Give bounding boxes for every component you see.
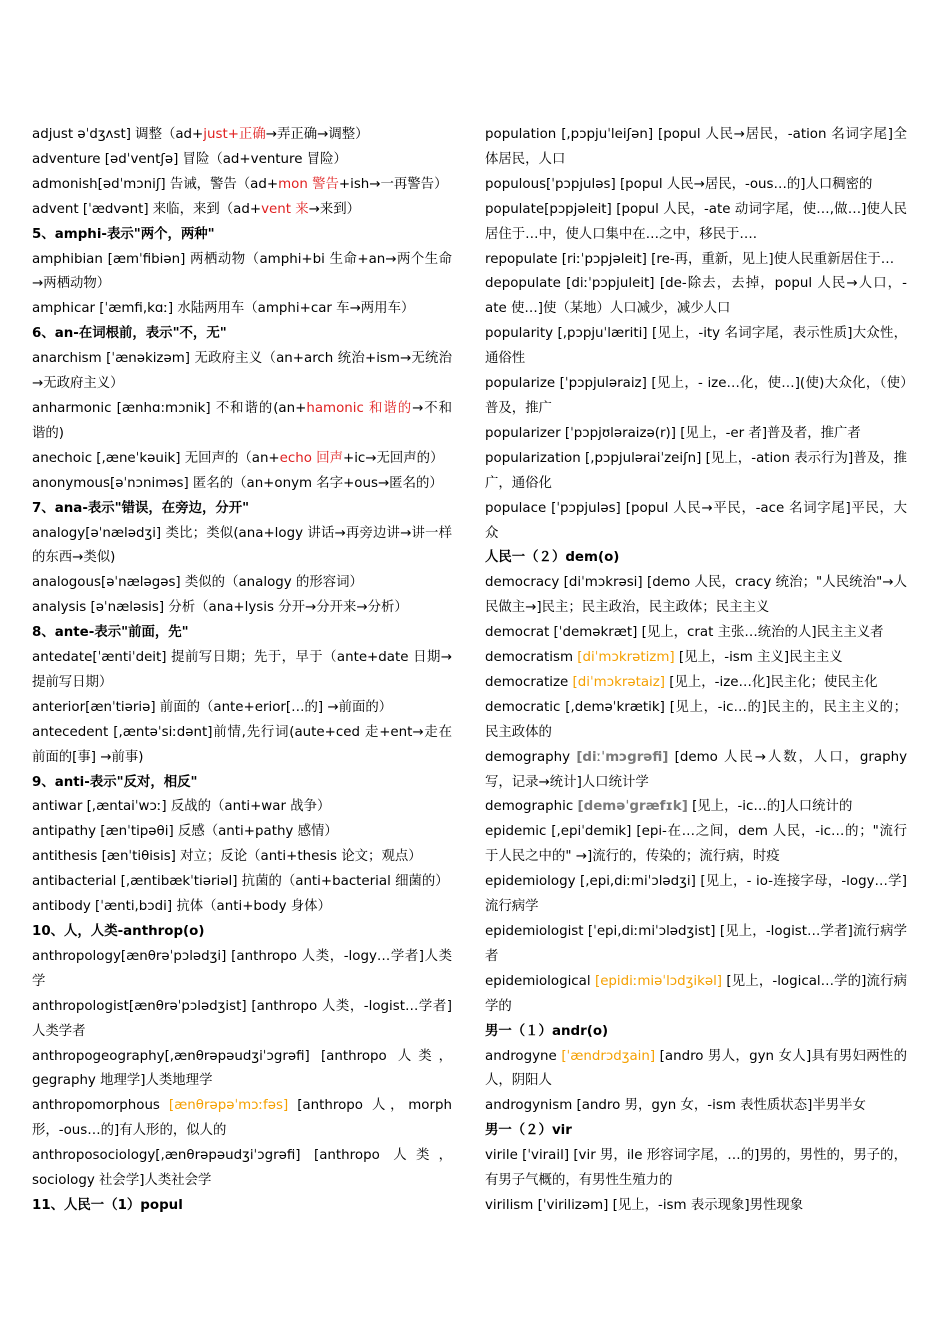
entry-text: amphibian [æmˈfibiən] 两栖动物（amphi+bi 生命+an→两个生命→两栖动物）	[32, 251, 452, 292]
vocab-entry	[485, 1194, 907, 1219]
vocab-entry	[32, 945, 452, 995]
vocab-entry	[32, 173, 452, 198]
vocab-entry	[485, 1045, 907, 1095]
entry-text: demographic	[485, 799, 578, 815]
entry-text: antiwar [,æntaiˈwɔː] 反战的（anti+war 战争）	[32, 799, 331, 815]
highlighted-text: just+正确	[203, 127, 266, 142]
entry-text: democratism	[485, 650, 578, 666]
vocab-entry	[32, 1045, 452, 1095]
entry-text: anterior[ænˈtiəriə] 前面的（ante+erior[…的] →前面的）	[32, 699, 393, 715]
entry-text: anharmonic [ænhɑ:mɔnik] 不和谐的(an+	[32, 400, 307, 416]
vocab-entry	[485, 322, 907, 372]
entry-text: →弄正确→调整）	[265, 127, 369, 142]
entry-text: anthropologist[ænθrəˈpɔlədʒist] [anthropo 人类，-logist…学者]人类学者	[32, 998, 452, 1039]
vocab-entry	[32, 248, 452, 298]
vocab-entry	[485, 272, 907, 322]
vocab-entry	[485, 123, 907, 173]
entry-text: 8、ante-表示"前面，先"	[32, 625, 189, 641]
entry-text: anonymous[əˈnɔniməs] 匿名的（an+onym 名字+ous→匿名的）	[32, 475, 443, 491]
entry-text: populace [ˈpɔpjuləs] [popul 人民→平民，-ace 名词字尾]平民，大众	[485, 500, 907, 541]
entry-text: 7、ana-表示"错误，在旁边，分开"	[32, 500, 250, 516]
entry-text: populate[pɔpjəleit] [popul 人民，-ate 动词字尾，使…,做…]使人民居住于…中，使人口集中在…之中，移民于….	[485, 201, 907, 242]
vocab-entry	[485, 820, 907, 870]
vocab-entry	[485, 1144, 907, 1194]
entry-text: anthropogeography[,ænθrəpəudʒiˈɔgrəfi] [anthropo 人类，gegraphy 地理学]人类地理学	[32, 1048, 452, 1089]
entry-text: popularization [,pɔpjuləraiˈzeiʃn] [见上，-ation 表示行为]普及，推广，通俗化	[485, 450, 907, 491]
entry-text: epidemiological	[485, 973, 595, 989]
highlighted-text: echo 回声	[279, 450, 343, 466]
vocab-entry	[32, 895, 452, 920]
entry-text: populous[ˈpɔpjuləs] [popul 人民→居民，-ous…的]人口稠密的	[485, 176, 873, 192]
vocab-entry	[32, 198, 452, 223]
entry-text: →来到）	[308, 201, 361, 217]
entry-text: demography	[485, 749, 577, 765]
vocab-entry	[32, 297, 452, 322]
entry-text: repopulate [riːˈpɔpjəleit] [re-再，重新，见上]使人民重新居住于…	[485, 251, 895, 267]
vocab-entry	[485, 422, 907, 447]
highlighted-text: [deməˈgræfɪk]	[577, 799, 688, 815]
section-heading	[32, 223, 452, 248]
highlighted-text: vent 来	[261, 201, 309, 217]
highlighted-text: mon 警告	[278, 176, 339, 192]
entry-text: anthroposociology[,ænθrəpəudʒiˈɔgrəfi] [anthropo 人类，sociology 社会学]人类社会学	[32, 1148, 452, 1189]
entry-text: antithesis [ænˈtiθisis] 对立；反论（anti+thesis 论文；观点）	[32, 849, 422, 865]
vocab-entry	[485, 746, 907, 796]
right-column	[485, 123, 907, 1219]
section-heading	[32, 920, 452, 945]
entry-text: popularizer [ˈpɔpjʊləraizə(r)] [见上，-er 者]普及者，推广者	[485, 425, 861, 441]
entry-text: 11、人民一（1）popul	[32, 1197, 183, 1213]
highlighted-text: [diˈmɔkrətaiz]	[572, 674, 665, 690]
entry-text: anthropology[ænθrəˈpɔlədʒi] [anthropo 人类，-logy…学者]人类学	[32, 948, 452, 989]
vocab-entry	[32, 447, 452, 472]
entry-text: 5、amphi-表示"两个，两种"	[32, 226, 215, 242]
vocab-entry	[485, 372, 907, 422]
vocab-entry	[32, 571, 452, 596]
entry-text: [anthropo 人，morph 形，-ous…的]有人形的，似人的	[32, 1098, 452, 1139]
vocab-entry	[485, 671, 907, 696]
entry-text: [demo 人民→人数，人口，graphy 写，记录→统计]人口统计学	[485, 749, 908, 790]
vocab-entry	[485, 621, 907, 646]
entry-text: analogy[əˈnælədʒi] 类比；类似(ana+logy 讲话→再旁边讲→讲一样的东西→类似)	[32, 525, 452, 566]
entry-text: antipathy [ænˈtipəθi] 反感（anti+pathy 感情）	[32, 824, 338, 840]
highlighted-text: [ænθrəpəˈmɔːfəs]	[168, 1098, 289, 1114]
vocab-entry	[32, 347, 452, 397]
vocab-entry	[32, 1144, 452, 1194]
entry-text: advent [ˈædvənt] 来临，来到（ad+	[32, 201, 262, 217]
highlighted-text: [ˈændrɔdʒain]	[561, 1048, 656, 1064]
vocab-entry	[485, 970, 907, 1020]
section-heading	[32, 497, 452, 522]
vocab-entry	[485, 198, 907, 248]
entry-text: democratic [,deməˈkrætik] [见上，-ic…的]民主的，民主主义的；民主政体的	[485, 699, 907, 740]
entry-text: +ic→无回声的）	[342, 450, 444, 466]
entry-text: 6、an-在词根前，表示"不，无"	[32, 326, 227, 342]
vocab-entry	[32, 820, 452, 845]
entry-text: population [,pɔpjuˈleiʃən] [popul 人民→居民，-ation 名词字尾]全体居民，人口	[485, 127, 907, 167]
entry-text: epidemiologist [ˈepi,diːmiˈɔlədʒist] [见上，-logist…学者]流行病学者	[485, 924, 907, 964]
entry-text: androgynism [andro 男，gyn 女，-ism 表性质状态]半男半女	[485, 1098, 866, 1114]
highlighted-text: hamonic 和谐的	[306, 400, 413, 416]
vocab-entry	[485, 248, 907, 273]
entry-text: virilism [ˈvirilizəm] [见上，-ism 表示现象]男性现象	[485, 1197, 804, 1213]
section-heading	[32, 771, 452, 796]
section-heading	[485, 1020, 907, 1045]
section-heading	[485, 546, 907, 571]
entry-text: virile [ˈvirail] [vir 男，ile 形容词字尾，…的]男的，男性的，男子的，有男子气概的，有男性生殖力的	[485, 1148, 907, 1189]
entry-text: [见上，-logical…学的]流行病学的	[485, 973, 907, 1014]
vocab-entry	[485, 447, 907, 497]
entry-text: anarchism [ˈænəkizəm] 无政府主义（an+arch 统治+ism→无统治→无政府主义）	[32, 351, 452, 392]
vocab-entry	[485, 646, 907, 671]
vocab-entry	[32, 845, 452, 870]
section-heading	[485, 1119, 907, 1144]
entry-text: epidemiology [,epi,diːmiˈɔlədʒi] [见上，- io-连接字母，-logy…学]流行病学	[485, 874, 907, 915]
vocab-entry	[485, 870, 907, 920]
entry-text: depopulate [diːˈpɔpjuleit] [de-除去，去掉，popul 人民→人口，-ate 使…]使（某地）人口减少，减少人口	[485, 276, 907, 317]
vocab-entry	[485, 1094, 907, 1119]
entry-text: democrat [ˈdeməkræt] [见上，crat 主张…统治的人]民主主义者	[485, 625, 884, 641]
vocab-entry	[32, 721, 452, 771]
entry-text: [见上，-ic…的]人口统计的	[687, 799, 853, 815]
vocab-entry	[32, 1094, 452, 1144]
left-column	[32, 123, 452, 1219]
entry-text: 男一（１）andr(o)	[485, 1023, 609, 1039]
vocab-entry	[485, 920, 907, 970]
vocab-entry	[32, 123, 452, 148]
entry-text: →不和谐的)	[32, 400, 452, 441]
highlighted-text: [diˈmɔkrətizm]	[577, 650, 675, 666]
entry-text: 10、人，人类-anthrop(o)	[32, 924, 205, 939]
entry-text: androgyne	[485, 1048, 562, 1064]
vocab-entry	[32, 397, 452, 447]
entry-text: democracy [diˈmɔkrəsi] [demo 人民，cracy 统治；"人民统治"→人民做主→]民主；民主政治，民主政体；民主主义	[485, 575, 907, 616]
section-heading	[32, 322, 452, 347]
vocab-entry	[32, 870, 452, 895]
entry-text: antecedent [,æntəˈsiːdənt]前情,先行词(aute+ced 走+ent→走在前面的[事] →前事)	[32, 724, 452, 765]
entry-text: 人民一（２）dem(o)	[485, 550, 620, 566]
section-heading	[32, 1194, 452, 1219]
entry-text: popularize [ˈpɔpjuləraiz] [见上，- ize…化，使…](使)大众化，（使）普及，推广	[485, 376, 907, 416]
vocab-entry	[32, 646, 452, 696]
entry-text: 男一（２）vir	[485, 1123, 572, 1139]
entry-text: epidemic [,epiˈdemik] [epi-在…之间，dem 人民，-ic…的；"流行于人民之中的" →]流行的，传染的；流行病，时疫	[485, 824, 907, 865]
entry-text: amphicar [ˈæmfi,kɑː] 水陆两用车（amphi+car 车→两用车）	[32, 301, 415, 317]
entry-text: democratize	[485, 674, 573, 690]
entry-text: [见上，-ize…化]民主化；使民主化	[665, 674, 878, 690]
vocab-entry	[32, 596, 452, 621]
entry-text: 9、anti-表示"反对，相反"	[32, 774, 198, 790]
entry-text: anthropomorphous	[32, 1098, 169, 1114]
entry-text: popularity [,pɔpjuˈlæriti] [见上，-ity 名词字尾，表示性质]大众性，通俗性	[485, 326, 907, 367]
vocab-entry	[32, 472, 452, 497]
entry-text: analysis [əˈnæləsis] 分析（ana+lysis 分开→分开来→分析）	[32, 600, 408, 616]
vocab-entry	[485, 795, 907, 820]
entry-text: [andro 男人，gyn 女人]具有男妇两性的人，阴阳人	[485, 1048, 907, 1089]
entry-text: [见上，-ism 主义]民主主义	[674, 650, 843, 666]
entry-text: admonish[ədˈmɔniʃ] 告诫，警告（ad+	[32, 176, 279, 192]
highlighted-text: [epidiːmiəˈlɔdʒikəl]	[594, 973, 723, 989]
vocab-entry	[485, 696, 907, 746]
vocab-entry	[485, 571, 907, 621]
vocab-entry	[32, 795, 452, 820]
vocab-entry	[32, 995, 452, 1045]
vocab-entry	[32, 522, 452, 572]
vocab-entry	[32, 148, 452, 173]
vocab-entry	[485, 497, 907, 547]
entry-text: antibody [ˈænti,bɔdi] 抗体（anti+body 身体）	[32, 899, 331, 915]
entry-text: anechoic [,æneˈkəuik] 无回声的（an+	[32, 450, 280, 466]
vocab-entry	[485, 173, 907, 198]
highlighted-text: [diːˈmɔgrəfi]	[576, 749, 669, 765]
entry-text: +ish→一再警告）	[338, 176, 448, 192]
section-heading	[32, 621, 452, 646]
entry-text: adventure [ədˈventʃə] 冒险（ad+venture 冒险）	[32, 151, 347, 167]
entry-text: antibacterial [,æntibækˈtiəriəl] 抗菌的（anti+bacterial 细菌的）	[32, 874, 449, 890]
entry-text: analogous[əˈnæləgəs] 类似的（analogy 的形容词）	[32, 575, 363, 591]
vocab-entry	[32, 696, 452, 721]
entry-text: adjust əˈdʒʌst] 调整（ad+	[32, 127, 204, 142]
entry-text: antedate[ˈæntiˈdeit] 提前写日期；先于，早于（ante+date 日期→提前写日期）	[32, 650, 452, 690]
